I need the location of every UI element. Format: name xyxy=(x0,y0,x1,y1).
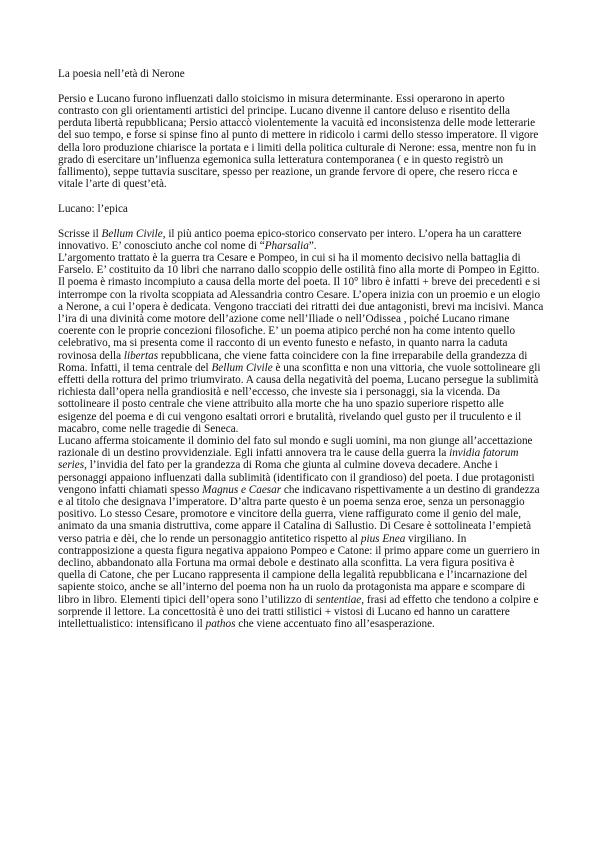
text-run: , l’invidia del fato per la grandezza di Roma che giunta al culmine doveva decadere. Anche i personaggi appaiono influenzati dalla sublimità (identificato con il grandioso) del poeta. I due protagonisti vengono infatti chiamati spesso xyxy=(58,459,535,496)
italic-title: Bellum Civile xyxy=(211,361,273,374)
italic-title: Bellum Civile xyxy=(101,227,163,240)
paragraph-2 xyxy=(58,252,544,435)
italic-term: invidia fatorum series xyxy=(58,447,519,472)
text-run: è una sconfitta e non una vittoria, che vuole sottolineare gli effetti della rottura del primo triumvirato. A causa della negatività del poema, Lucano persegue la sublimità richiesta dall’opera nella grandiosità e nell’eccesso, che investe sia i personaggi, sia la vicenda. Da sottolineare il posto centrale che viene attribuito alla morte che ha uno spazio superiore rispetto alle esigenze del poema e di cui vengono esaltati orrori e brutalità, rivelando quel gusto per il truculento e il macabro, come nelle tragedie di Seneca. xyxy=(58,361,541,435)
italic-term: Magnus e Caesar xyxy=(202,483,282,496)
paragraph-3 xyxy=(58,435,544,630)
spacer xyxy=(58,190,544,203)
spacer xyxy=(58,215,544,228)
text-run: virgiliano. In contrapposizione a questa figura negativa appaiono Pompeo e Catone: il primo appare come un guerriero in declino, abbandonato alla Fortuna ma ormai debole e destinato alla sconfitta. La vera figura positiva è quella di Catone, che per Lucano rappresenta il campione della legalità repubblicana e l’incarnazione del sapiente stoico, anche se all’interno del poema non ha un ruolo da protagonista ma appare e scompare di libro in libro. Elementi tipici dell’opera sono l’utilizzo di xyxy=(58,532,540,606)
italic-term: sententiae, xyxy=(315,593,365,606)
italic-term: pius Enea xyxy=(360,532,406,545)
paragraph-1 xyxy=(58,228,544,252)
text-run: che viene accentuato fino all’esasperazione. xyxy=(235,618,435,631)
text-run: Scrisse il xyxy=(58,227,102,240)
spacer xyxy=(58,80,544,93)
document-page xyxy=(58,68,544,630)
text-run: repubblicana, che viene fatta coincidere con la fine irreparabile della grandezza di Roma. Infatti, il tema centrale del xyxy=(58,349,528,374)
text-run: frasi ad effetto che tendono a colpire e sorprende il lettore. La concettosità è uno dei tratti stilistici + vistosi di Lucano ed hanno un carattere intellettualistico: intensificano il xyxy=(58,593,539,631)
intro-paragraph: Persio e Lucano furono influenzati dallo stoicismo in misura determinante. Essi operarono in aperto contrasto con gli orientamenti artistici del principe. Lucano divenne il cantore deluso e risentito della perduta libertà repubblicana; Persio attaccò violentemente la vacuità ed inconsistenza delle mode letterarie del suo tempo, e forse si spinse fino al punto di mettere in ridicolo i carmi dello stesso imperatore. Il vigore della loro produzione chiarisce la portata e i limiti della politica culturale di Nerone: essa, mentre non fu in grado di esercitare un’influenza egemonica sulla letteratura contemporanea ( e in questo registrò un fallimento), seppe tuttavia suscitare, spesso per reazione, un grande fervore di opere, che resero ricca e vitale l’arte di quest’età. xyxy=(58,92,539,191)
text-run: che indicavano rispettivamente a un destino di grandezza e al titolo che designava l’imperatore. D’altra parte questo è un poema senza eroe, senza un personaggio positivo. Lo stesso Cesare, promotore e vincitore della guerra, viene raffigurato come il genio del male, animato da una smania distruttiva, come appare il Catalina di Sallustio. Di Cesare è sottolineata l’empietà verso patria e dèi, che lo rende un personaggio antitetico rispetto al xyxy=(58,483,540,545)
text-run: L’argomento trattato è la guerra tra Cesare e Pompeo, in cui si ha il momento decisivo nella battaglia di Farselo. E’ costituito da 10 libri che narrano dallo scoppio delle ostilità fino alla morte di Pompeo in Egitto. Il poema è rimasto incompiuto a causa della morte del poeta. Il 10° libro è infatti + breve dei precedenti e si interrompe con la rivolta scoppiata ad Alessandria contro Cesare. L’opera inizia con un proemio e un elogio a Nerone, a cui l’opera è dedicata. Vengono tracciati dei ritratti dei due antagonisti, brevi ma incisivi. Manca l’ira di una divinità come motore dell’azione come nell’Iliade o nell’Odissea , poiché Lucano rimane coerente con le proprie concezioni filosofiche. E’ un poema atipico perché non ha come intento quello celebrativo, ma si presenta come il racconto di un evento funesto e nefasto, in quanto narra la caduta rovinosa della xyxy=(58,251,544,362)
section-title: Lucano: l’epica xyxy=(58,202,128,215)
text-run: , il più antico poema epico-storico conservato per intero. L’opera ha un carattere innovativo. E’ conosciuto anche col nome di “ xyxy=(58,227,522,252)
italic-term: pathos xyxy=(205,618,236,631)
text-run: ”. xyxy=(308,239,317,252)
document-title: La poesia nell’età di Nerone xyxy=(58,68,185,80)
italic-title: Pharsalia xyxy=(264,239,309,252)
italic-term: libertas xyxy=(123,349,159,362)
text-run: Lucano afferma stoicamente il dominio del fato sul mondo e sugli uomini, ma non giunge all’accettazione razionale di un destino provvidenziale. Egli infatti annovera tra le cause della guerra la xyxy=(58,434,533,460)
